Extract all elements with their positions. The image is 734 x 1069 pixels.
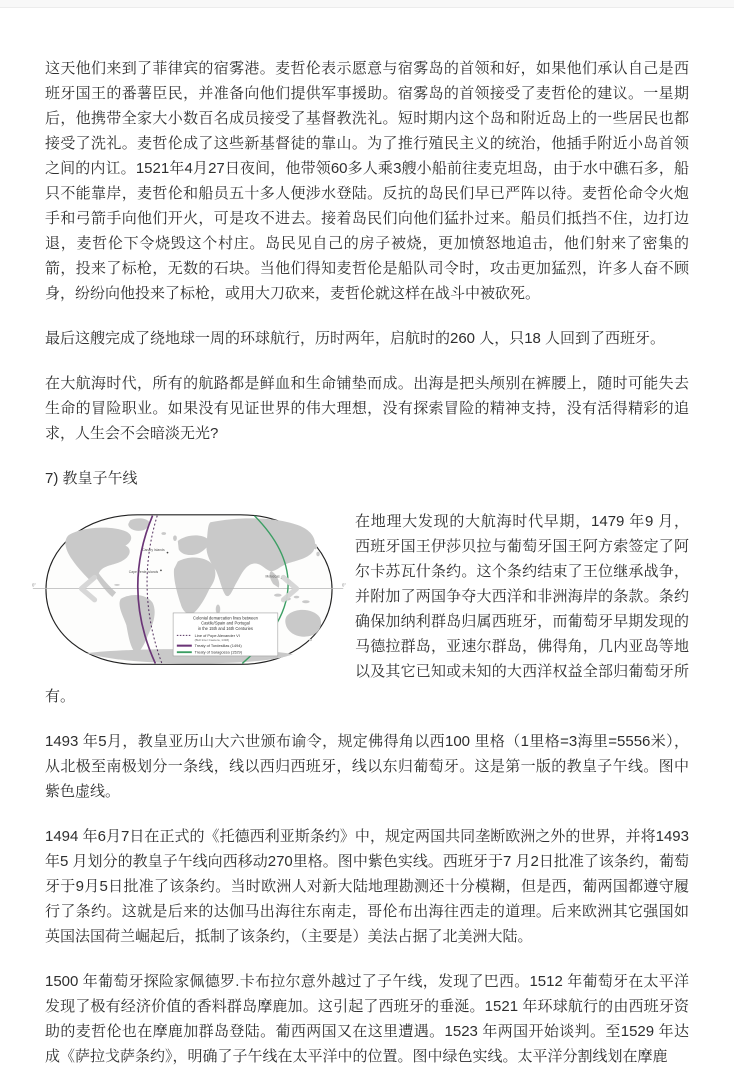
cape-verde-marker xyxy=(160,570,162,572)
paragraph-saragossa-treaty: 1500 年葡萄牙探险家佩德罗.卡布拉尔意外越过了子午线，发现了巴西。1512 年葡萄牙在太平洋发现了极有经济价值的香料群岛摩鹿加。这引起了西班牙的垂涎。1521 年环球航行的由西班牙资助的麦哲伦也在摩鹿加群岛登陆。葡西两国又在这里遭遇。1523 年两国开始谈判。至1529 年达成《萨拉戈萨条约》，明确了子午线在太平洋中的位置。图中绿色实线。太平洋分割线划在摩鹿 xyxy=(45,973,689,1065)
paragraph-papal-bull: 1493 年5月，教皇亚历山大六世颁布谕令，规定佛得角以西100 里格（1里格=3海里=5556米），从北极至南极划分一条线，线以西归西班牙，线以东归葡萄牙。这是第一版的教皇子午线。图中紫色虚线。 xyxy=(45,733,689,800)
japan-landmass-south xyxy=(316,552,319,556)
moluccas-label: Moluccas xyxy=(265,574,280,579)
equator-right-label: 0° xyxy=(342,582,347,588)
papal-meridian-section xyxy=(31,509,689,824)
japan-landmass xyxy=(313,544,317,550)
document-body xyxy=(0,8,734,1069)
legend-title-line3: in the 15th and 16th Centuries xyxy=(197,625,253,631)
britain-landmass xyxy=(173,535,177,541)
canary-islands-label: Canary Islands xyxy=(142,548,165,553)
legend-title-line2: Castile/Spain and Portugal xyxy=(201,620,250,626)
map-legend xyxy=(173,613,278,656)
paragraph-alcacovas-treaty: 在地理大发现的大航海时代早期，1479 年9 月，西班牙国王伊莎贝拉与葡萄牙国王阿方索签定了阿尔卡苏瓦什条约。这个条约结束了王位继承战争，并附加了两国争夺大西洋和非洲海岸的条款。条约确保加纳利群岛归属西班牙，而葡萄牙早期发现的马德拉群岛，亚速尔群岛，佛得角，几内亚岛等地以及其它已知或未知的大西洋权益全部归葡萄牙所有。 xyxy=(45,513,689,705)
sumatra-landmass xyxy=(274,594,281,597)
borneo-landmass xyxy=(294,596,300,599)
legend-label-saragossa: Treaty of Saragossa (1529) xyxy=(194,649,243,655)
new-guinea-landmass xyxy=(302,600,309,603)
equator-left-label: 0° xyxy=(31,582,36,588)
legend-label-pope: Line of Pope Alexander VI xyxy=(194,632,240,638)
world-map-figure[interactable] xyxy=(31,511,347,670)
caribbean-islands xyxy=(114,584,120,586)
demarcation-world-map xyxy=(31,511,347,670)
paragraph-age-of-sail: 在大航海时代，所有的航路都是鲜血和生命铺垫而成。出海是把头颅别在裤腰上，随时可能失去生命的冒险职业。如果没有见证世界的伟大理想，没有探索冒险的精神支持，没有活得精彩的追求，人生会不会暗淡无光? xyxy=(45,375,689,442)
iceland-landmass xyxy=(161,532,166,535)
paragraph-return-spain: 最后这艘完成了绕地球一周的环球航行，历时两年，启航时的260 人，只18 人回到了西班牙。 xyxy=(45,330,666,347)
legend-label-tordesillas: Treaty of Tordesillas (1494) xyxy=(194,643,242,649)
section-heading-papal-meridian: 7) 教皇子午线 xyxy=(45,470,138,487)
cape-verde-label: Cape Verde Islands xyxy=(128,570,159,575)
page-top-edge xyxy=(0,0,734,8)
madagascar-landmass xyxy=(216,605,220,614)
legend-sublabel-pope: (Bull Inter Caetera, 1493) xyxy=(194,637,230,642)
legend-title-line1: Colonial demarcation lines between xyxy=(193,615,258,621)
tasmania-landmass xyxy=(309,639,312,641)
canary-islands-marker xyxy=(167,552,169,554)
paragraph-magellan-cebu: 这天他们来到了菲律宾的宿雾港。麦哲伦表示愿意与宿雾岛的首领和好，如果他们承认自己是西班牙国王的番薯臣民，并准备向他们提供军事援助。宿雾岛的首领接受了麦哲伦的建议。一星期后，他携带全家大小数百名成员接受了基督教洗礼。短时期内这个岛和附近岛上的一些居民也都接受了洗礼。麦哲伦成了这些新基督徒的靠山。为了推行殖民主义的统治，他插手附近小岛首领之间的内讧。1521年4月27日夜间，他带领60多人乘3艘小船前往麦克坦岛，由于水中礁石多，船只不能靠岸，麦哲伦和船员五十多人便涉水登陆。反抗的岛民们早已严阵以待。麦哲伦命令火炮手和弓箭手向他们开火，可是攻不进去。接着岛民们向他们猛扑过来。船员们抵挡不住，边打边退，麦哲伦下令烧毁这个村庄。岛民见自己的房子被烧，更加愤怒地追击，他们射来了密集的箭，投来了标枪，无数的石块。当他们得知麦哲伦是船队司令时，攻击更加猛烈，许多人奋不顾身，纷纷向他投来了标枪，或用大刀砍来，麦哲伦就这样在战斗中被砍死。 xyxy=(45,60,689,302)
paragraph-tordesillas-treaty: 1494 年6月7日在正式的《托德西利亚斯条约》中，规定两国共同垄断欧洲之外的世界，并将1493 年5 月划分的教皇子午线向西移动270里格。图中紫色实线。西班牙于7 月2日批准了该条约，葡萄牙于9月5日批准了该条约。当时欧洲人对新大陆地理勘测还十分模糊，但是西，葡两国都遵守履行了条约。这就是后来的达伽马出海往东南走，哥伦布出海往西走的道理。后来欧洲其它强国如英国法国荷兰崛起后，抵制了该条约，（主要是）美法占据了北美洲大陆。 xyxy=(45,828,689,945)
